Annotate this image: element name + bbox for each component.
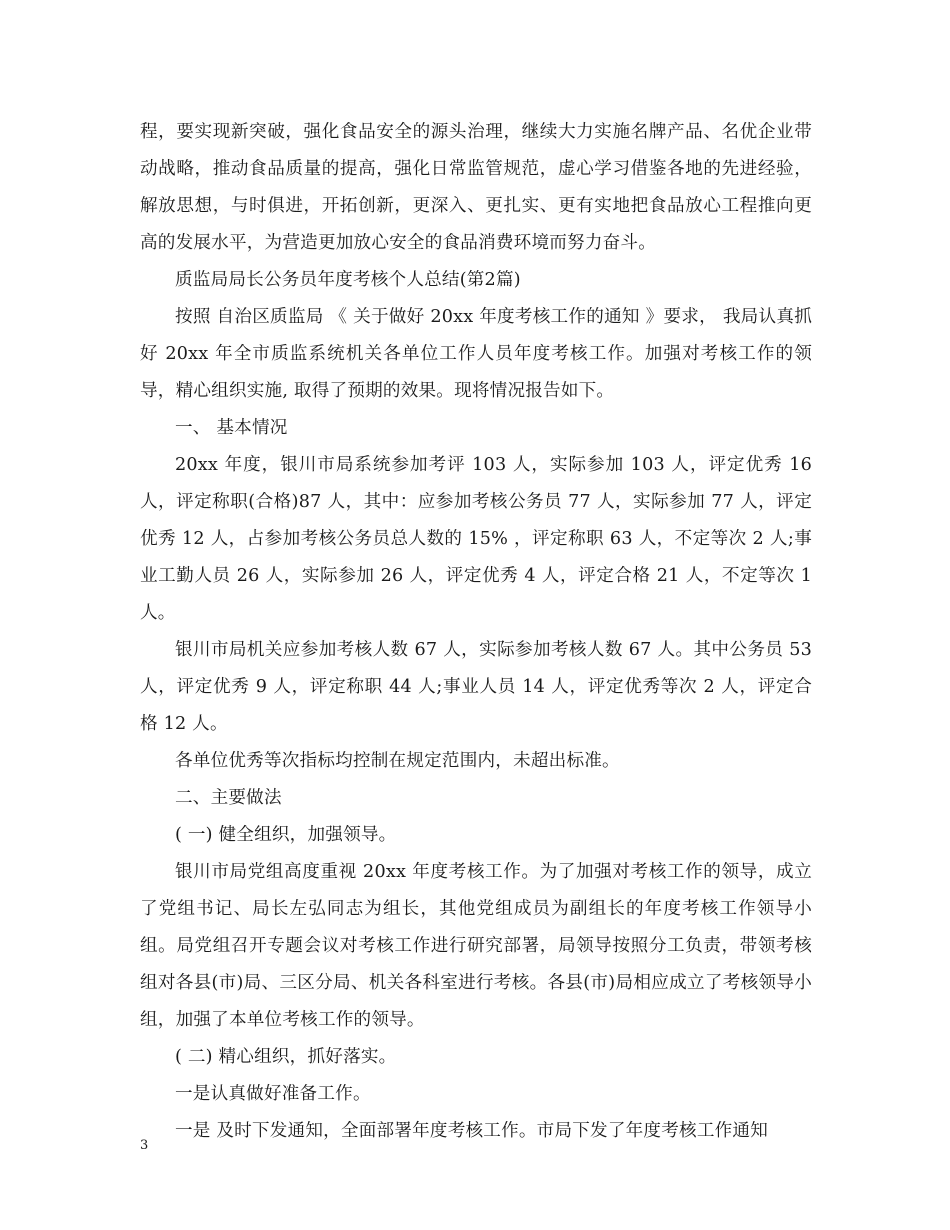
document-body [140, 114, 812, 1150]
paragraph-13: 一是 及时下发通知，全面部署年度考核工作。市局下发了年度考核工作通知 [175, 1121, 768, 1141]
paragraph-5: 20xx 年度，银川市局系统参加考评 103 人，实际参加 103 人，评定优秀 16 人，评定称职(合格)87 人，其中：应参加考核公务员 77 人，实际参加 77 人，评定优秀 12 人，占参加考核公务员总人数的 15% ，评定称职 63 人，不定等次 2 人;事业工勤人员 26 人，实际参加 26 人，评定优秀 4 人，评定合格 21 人，不定等次 1 人。 [140, 455, 812, 623]
paragraph-1: 程，要实现新突破，强化食品安全的源头治理，继续大力实施名牌产品、名优企业带动战略，推动食品质量的提高，强化日常监管规范，虚心学习借鉴各地的先进经验，解放思想，与时俱进，开拓创新，更深入、更扎实、更有实地把食品放心工程推向更高的发展水平，为营造更加放心安全的食品消费环境而努力奋斗。 [140, 122, 812, 253]
paragraph-10: 银川市局党组高度重视 20xx 年度考核工作。为了加强对考核工作的领导，成立了党组书记、局长左弘同志为组长，其他党组成员为副组长的年度考核工作领导小组。局党组召开专题会议对考核工作进行研究部署，局领导按照分工负责，带领考核组对各县(市)局、三区分局、机关各科室进行考核。各县(市)局相应成立了考核领导小组，加强了本单位考核工作的领导。 [140, 862, 812, 1030]
section-heading-methods: 二、主要做法 [175, 788, 282, 808]
subheading-2: ( 二) 精心组织，抓好落实。 [175, 1047, 397, 1067]
page-number: 3 [140, 1138, 149, 1153]
paragraph-6: 银川市局机关应参加考核人数 67 人，实际参加考核人数 67 人。其中公务员 53 人，评定优秀 9 人，评定称职 44 人;事业人员 14 人，评定优秀等次 2 人，评定合格 12 人。 [140, 640, 812, 734]
paragraph-2-heading: 质监局局长公务员年度考核个人总结(第2篇) [175, 270, 521, 290]
paragraph-3: 按照 自治区质监局 《 关于做好 20xx 年度考核工作的通知 》要求， 我局认真抓好 20xx 年全市质监系统机关各单位工作人员年度考核工作。加强对考核工作的领导，精心组织实施, 取得了预期的效果。现将情况报告如下。 [140, 307, 812, 401]
section-heading-basic: 一、 基本情况 [175, 418, 288, 438]
paragraph-12: 一是认真做好准备工作。 [175, 1084, 371, 1104]
paragraph-7: 各单位优秀等次指标均控制在规定范围内，未超出标准。 [175, 751, 620, 771]
subheading-1: ( 一) 健全组织，加强领导。 [175, 825, 397, 845]
